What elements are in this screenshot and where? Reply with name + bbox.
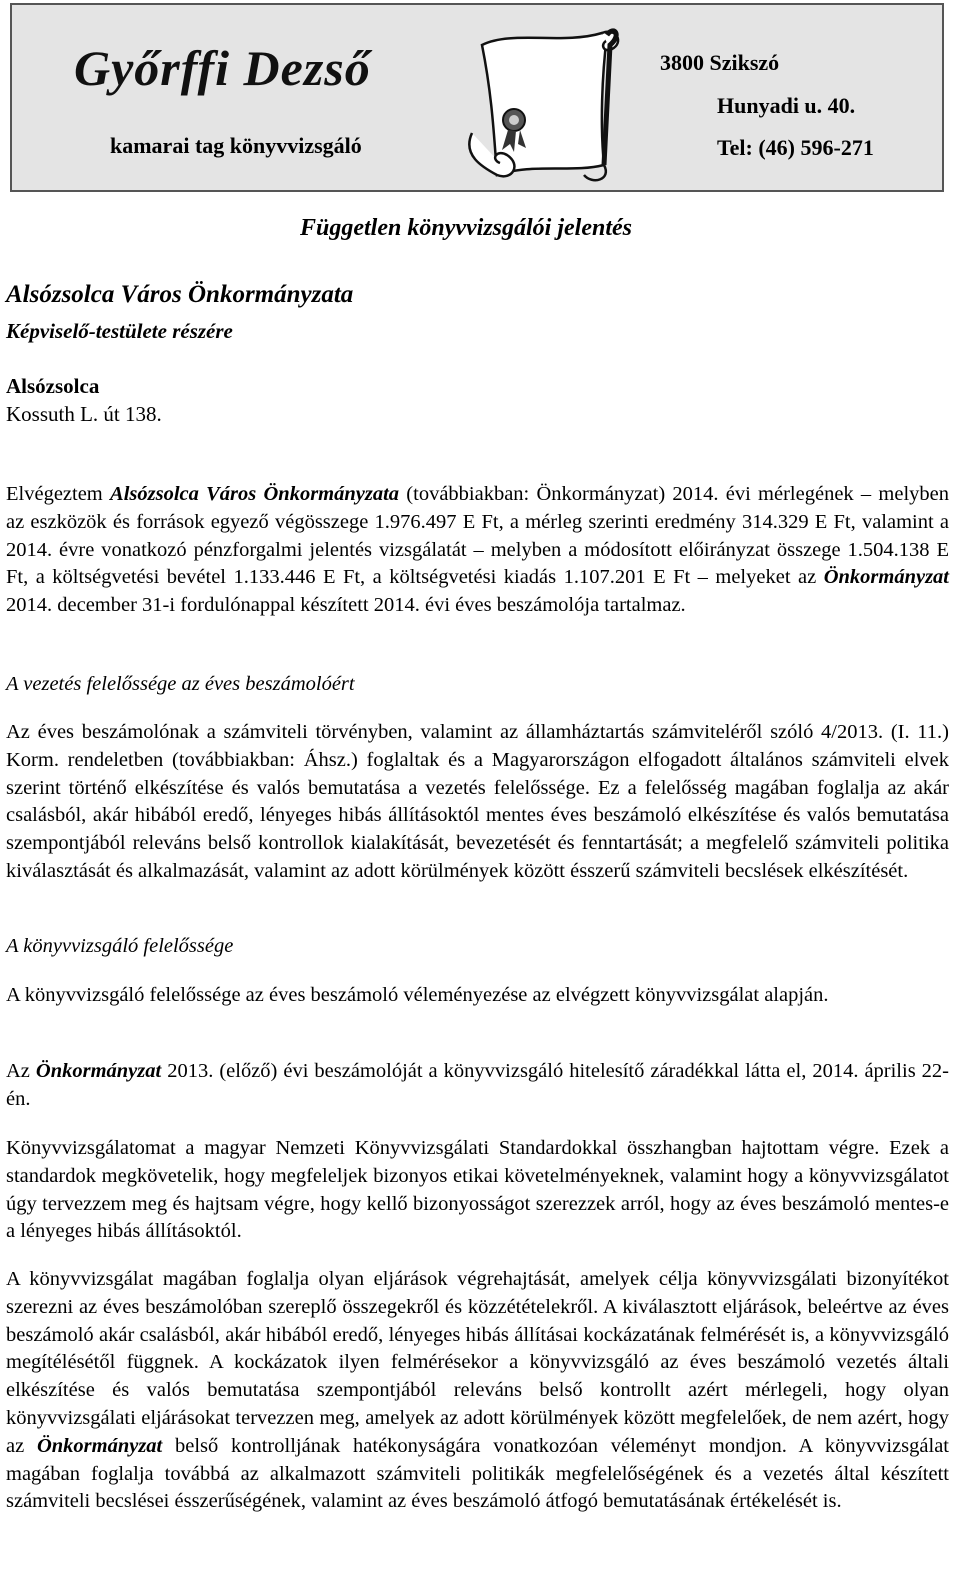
auditor-paragraph-3: Könyvvizsgálatomat a magyar Nemzeti Könyvvizsgálati Standardokkal összhangban hajtottam végre. Ezek a standardok megkövetelik, hogy megfeleljek bizonyos etikai követelményeknek, valamint hogy a könyvvizsgálatot úgy tervezzem meg és hajtsam végre, hogy kellő bizonyosságot szerezzek arról, hogy az éves beszámoló mentes-e a lényeges hibás állításoktól. (6, 1137, 949, 1243)
auditor-role: kamarai tag könyvvizsgáló (110, 133, 362, 158)
auditor-p2-text-b: 2013. (előző) évi beszámolóját a könyvvizsgáló hitelesítő záradékkal látta el, 2014. április 22-én. (6, 1060, 949, 1110)
recipient-address: Kossuth L. út 138. (6, 402, 162, 426)
report-title: Független könyvvizsgálói jelentés (300, 215, 632, 241)
auditor-p4-text-a: A könyvvizsgálat magában foglalja olyan eljárások végrehajtását, amelyek célja könyvvizsgálati bizonyítékot szerezni az éves beszámolóban szereplő összegekről és közzétételekről. A kiválasztott eljárások, beleértve az éves beszámoló akár csalásból, akár hibából eredő, lényeges hibás állításai kockázatának felmérését is, a könyvvizsgáló megítélésétől függnek. A kockázatok ilyen felmérésekor a könyvvizsgáló az éves beszámoló vezetés általi elkészítése és valós bemutatása szempontjából releváns belső kontrollt azért mérlegeli, hogy olyan könyvvizsgálati eljárásokat tervezzen meg, amelyek az adott körülmények között megfelelőek, de nem azért, hogy az (6, 1268, 949, 1457)
letterhead (10, 3, 944, 192)
auditor-street: Hunyadi u. 40. (717, 93, 856, 118)
scroll-with-seal-icon (452, 15, 632, 185)
auditor-p4-entity: Önkormányzat (36, 1434, 163, 1457)
auditor-p2-entity: Önkormányzat (35, 1060, 162, 1082)
auditor-paragraph-2 (6, 1058, 949, 1114)
intro-entity-short: Önkormányzat (823, 566, 949, 589)
intro-text-3: 2014. december 31-i fordulónappal készített 2014. évi éves beszámolója tartalmaz. (6, 594, 686, 617)
intro-text-1: Elvégeztem (6, 483, 111, 505)
auditor-paragraph-4 (6, 1266, 949, 1516)
intro-entity: Alsózsolca Város Önkormányzata (110, 483, 400, 505)
auditor-paragraph-1: A könyvvizsgáló felelőssége az éves beszámoló véleményezése az elvégzett könyvvizsgálat alapján. (6, 984, 829, 1006)
auditor-p2-text-a: Az (6, 1060, 36, 1082)
management-paragraph: Az éves beszámolónak a számviteli törvényben, valamint az államháztartás számviteléről szóló 4/2013. (I. 11.) Korm. rendeletben (továbbiakban: Áhsz.) foglaltak és a Magyarországon elfogadott általános számviteli elvek szerint történő elkészítése és valós bemutatása a vezetés felelőssége. Ez a felelősség magában foglalja az akár csalásból, akár hibából eredő, lényeges hibás állításoktól mentes éves beszámoló elkészítése és valós bemutatása szempontjából releváns belső kontrollok kialakítását, bevezetését és fenntartását; a megfelelő számviteli politika kiválasztását és alkalmazását, valamint az adott körülmények között ésszerű számviteli becslések elkészítését. (6, 721, 949, 882)
recipient-name: Alsózsolca Város Önkormányzata (6, 281, 354, 308)
auditor-p4-text-b: belső kontrolljának hatékonyságára vonatkozóan véleményt mondjon. A könyvvizsgálat magában foglalja továbbá az alkalmazott számviteli politikák megfelelőségének és a vezetés által készített számviteli becslései ésszerűségének, valamint az éves beszámoló átfogó bemutatásának értékelését is. (6, 1434, 949, 1513)
recipient-body: Képviselő-testülete részére (6, 319, 233, 343)
recipient-city: Alsózsolca (6, 374, 100, 398)
auditor-city: 3800 Szikszó (660, 50, 780, 75)
auditor-heading: A könyvvizsgáló felelőssége (6, 935, 234, 957)
auditor-phone: Tel: (46) 596-271 (717, 135, 874, 160)
intro-text-2: (továbbiakban: Önkormányzat) 2014. évi mérlegének – melyben az eszközök és források egyező végösszege 1.976.497 E Ft, a mérleg szerinti eredmény 314.329 E Ft, valamint a 2014. évre vonatkozó pénzforgalmi jelentés vizsgálatát – melyben a módosított előirányzat összege 1.504.138 E Ft, a költségvetési bevétel 1.133.446 E Ft, a költségvetési kiadás 1.107.201 E Ft – melyeket az (6, 483, 950, 589)
intro-paragraph (6, 481, 949, 620)
auditor-name: Győrffi Dezső (74, 40, 371, 96)
management-heading: A vezetés felelőssége az éves beszámolóért (6, 673, 355, 695)
